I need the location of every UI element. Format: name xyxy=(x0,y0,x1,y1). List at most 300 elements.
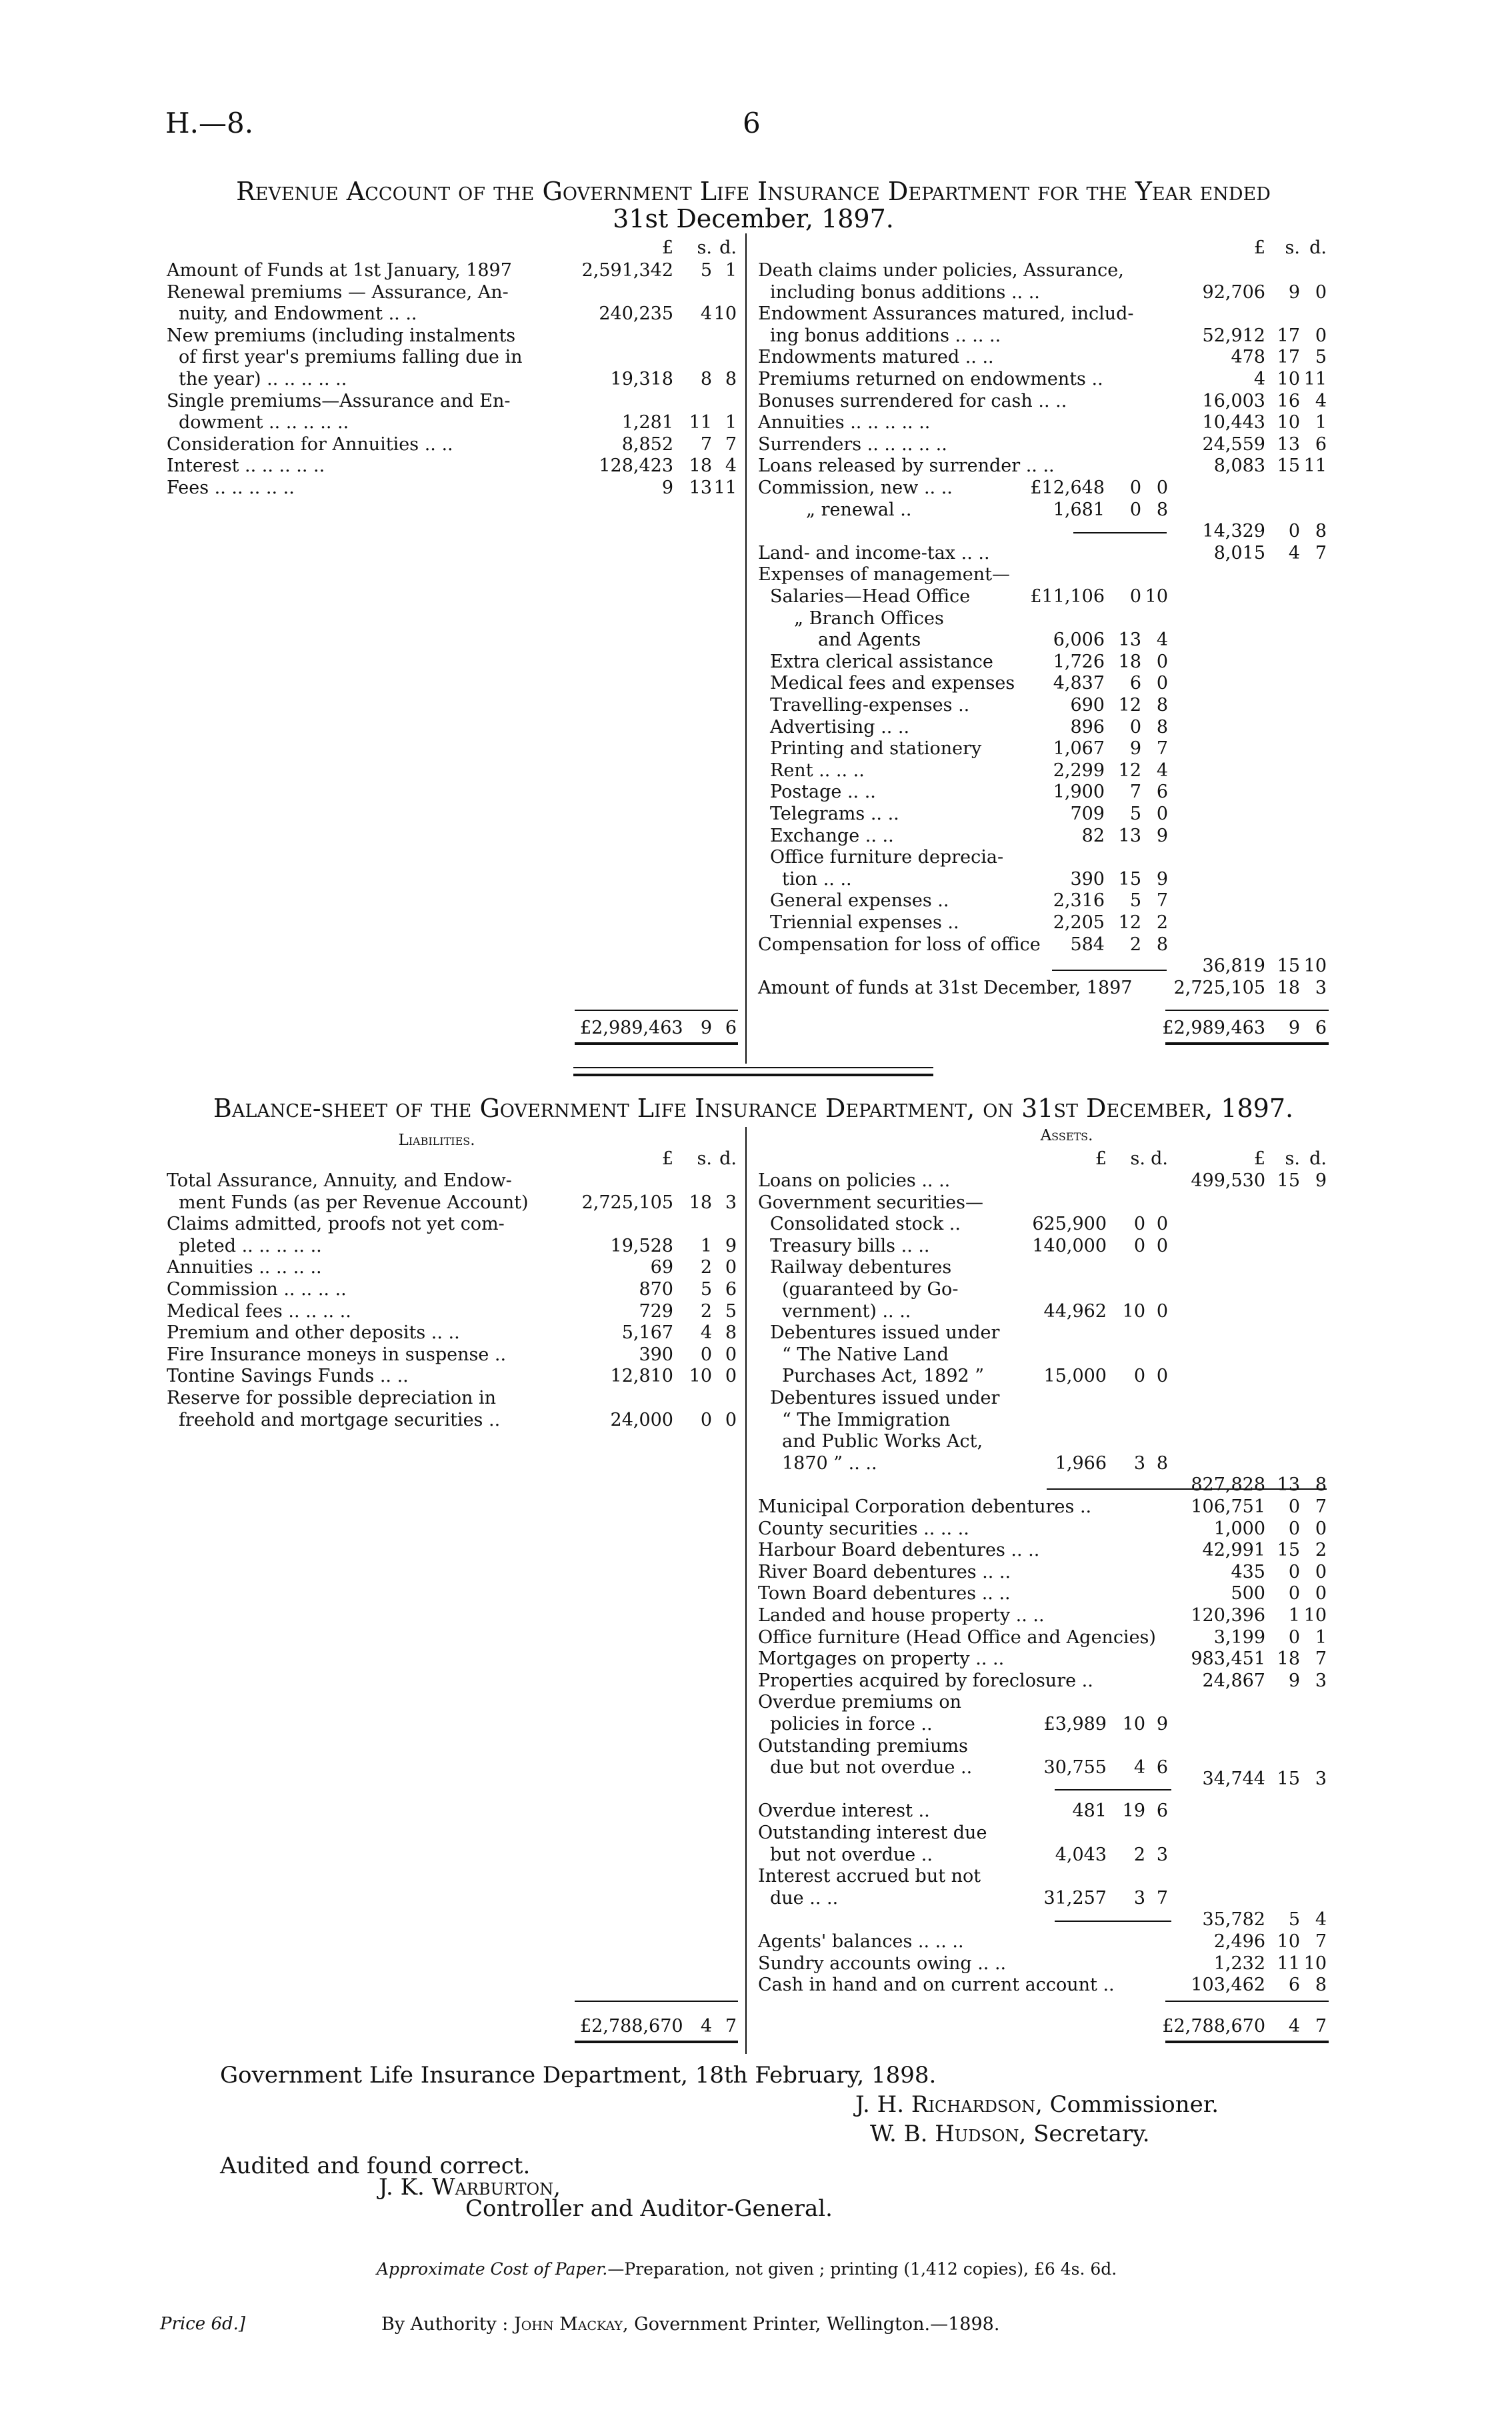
income-total-pounds: £2,989,463 xyxy=(580,1018,683,1038)
price: Price 6d.] xyxy=(160,2314,246,2334)
asset-sub-pence: 6 xyxy=(1156,1757,1168,1778)
cost-text: —Preparation, not given ; printing (1,412 copies), £6 4s. 6d. xyxy=(607,2259,1117,2279)
revenue-left-heading-2: d. xyxy=(719,237,737,258)
income-amount-shillings: 11 xyxy=(689,412,712,433)
expenditure-sub-pence: 0 xyxy=(1156,804,1168,824)
asset-label: Outstanding interest due xyxy=(758,1822,987,1843)
asset-label: Mortgages on property .. .. xyxy=(758,1648,1005,1670)
assets-mid-heading-2: d. xyxy=(1151,1148,1168,1169)
asset-sub-shillings: 0 xyxy=(1133,1235,1145,1256)
asset-amount-pence: 2 xyxy=(1315,1540,1327,1561)
asset-amount-pounds: 983,451 xyxy=(1191,1648,1265,1670)
liability-amount-pounds: 5,167 xyxy=(621,1322,673,1344)
assets-total-shillings: 4 xyxy=(1288,2016,1300,2037)
revenue-right-total-rule xyxy=(1165,1010,1329,1011)
expenditure-sub-pounds: 1,726 xyxy=(1053,651,1105,672)
assets-right-heading-1: s. xyxy=(1285,1148,1300,1169)
asset-sub-pence: 8 xyxy=(1156,1452,1168,1474)
expenditure-total-pence: 6 xyxy=(1315,1018,1327,1038)
balance-right-total-rule xyxy=(1165,2001,1329,2002)
asset-label: Municipal Corporation debentures .. xyxy=(758,1496,1092,1517)
expenditure-sub-pounds: 896 xyxy=(1070,716,1105,738)
income-amount-pounds: 9 xyxy=(661,477,673,498)
expenditure-sub-pence: 0 xyxy=(1156,673,1168,694)
expenditure-label: Extra clerical assistance xyxy=(770,651,993,672)
expenditure-amount-shillings: 16 xyxy=(1277,390,1300,411)
expenditure-sub-pence: 2 xyxy=(1156,912,1168,933)
expenditure-amount-pence: 5 xyxy=(1315,347,1327,368)
liability-amount-pounds: 24,000 xyxy=(610,1409,673,1430)
expenditure-sub-shillings: 13 xyxy=(1118,825,1141,846)
income-total-pence: 6 xyxy=(725,1018,737,1038)
expenditure-sub-pence: 7 xyxy=(1156,738,1168,760)
expenditure-sub-shillings: 5 xyxy=(1129,890,1141,912)
asset-sub-pounds: 1,966 xyxy=(1055,1452,1107,1474)
expenditure-sub-pence: 8 xyxy=(1156,934,1168,955)
asset-amount-shillings: 15 xyxy=(1277,1170,1300,1191)
income-amount-pounds: 128,423 xyxy=(599,455,673,477)
expenditure-label: and Agents xyxy=(818,630,921,651)
income-label: Interest .. .. .. .. .. xyxy=(167,455,325,477)
expenditure-sub-pounds: 2,316 xyxy=(1053,890,1105,912)
income-amount-shillings: 4 xyxy=(700,303,712,325)
commissioner-name: J. H. Richardson xyxy=(855,2091,1036,2118)
asset-label: Outstanding premiums xyxy=(758,1735,968,1756)
expenditure-label: Postage .. .. xyxy=(770,782,876,803)
income-label: Amount of Funds at 1st January, 1897 xyxy=(167,260,512,281)
asset-amount-pence: 8 xyxy=(1315,1474,1327,1496)
asset-label: policies in force .. xyxy=(770,1714,933,1734)
income-amount-shillings: 8 xyxy=(700,369,712,389)
liability-amount-pounds: 19,528 xyxy=(610,1235,673,1256)
expenditure-amount-pence: 0 xyxy=(1315,281,1327,303)
asset-amount-pence: 0 xyxy=(1315,1561,1327,1582)
expenditure-amount-pounds: 478 xyxy=(1231,347,1265,368)
asset-label: 1870 ” .. .. xyxy=(782,1452,877,1474)
liability-amount-pence: 0 xyxy=(725,1366,737,1387)
expenditure-amount-shillings: 17 xyxy=(1277,347,1300,368)
page-number: 6 xyxy=(743,107,761,139)
expenditure-amount-pence: 11 xyxy=(1303,455,1327,477)
expenditure-sub-pence: 8 xyxy=(1156,716,1168,738)
expenditure-amount-pence: 4 xyxy=(1315,390,1327,411)
expenditure-amount-pounds: 4 xyxy=(1253,369,1265,389)
liability-amount-shillings: 2 xyxy=(700,1300,712,1322)
revenue-right-heading-1: s. xyxy=(1285,237,1300,258)
asset-amount-shillings: 13 xyxy=(1277,1474,1300,1496)
asset-label: Railway debentures xyxy=(770,1257,952,1278)
expenditure-label: Expenses of management— xyxy=(758,564,1010,585)
asset-amount-pounds: 827,828 xyxy=(1191,1474,1265,1496)
expenditure-sub-shillings: 12 xyxy=(1118,695,1141,716)
balance-govt-sec-rule xyxy=(1047,1488,1327,1490)
expenditure-sub-pounds: 1,681 xyxy=(1053,499,1105,520)
balance-left-total-rule xyxy=(575,2001,738,2002)
expenditure-sub-pence: 10 xyxy=(1145,586,1168,607)
expenditure-sub-pence: 0 xyxy=(1156,477,1168,498)
income-amount-pence: 11 xyxy=(713,477,737,498)
liabilities-heading-col-1: s. xyxy=(697,1148,712,1169)
asset-amount-pence: 3 xyxy=(1315,1670,1327,1691)
secretary-name: W. B. Hudson xyxy=(870,2121,1019,2147)
expenditure-sub-pence: 9 xyxy=(1156,825,1168,846)
expenditure-amount-pounds: 8,083 xyxy=(1213,455,1265,477)
asset-amount-pounds: 499,530 xyxy=(1191,1170,1265,1191)
asset-amount-pounds: 103,462 xyxy=(1191,1975,1265,1996)
asset-sub-pounds: 44,962 xyxy=(1043,1300,1107,1322)
income-label: Renewal premiums — Assurance, An- xyxy=(167,281,509,303)
printer-suffix: , Government Printer, Wellington.—1898. xyxy=(622,2314,1000,2335)
asset-amount-shillings: 10 xyxy=(1277,1931,1300,1952)
liabilities-total-shillings: 4 xyxy=(700,2016,712,2037)
asset-sub-shillings: 10 xyxy=(1122,1300,1145,1322)
expenditure-label: Land- and income-tax .. .. xyxy=(758,542,990,563)
expenditure-label: Endowment Assurances matured, includ- xyxy=(758,303,1134,325)
asset-sub-shillings: 0 xyxy=(1133,1366,1145,1387)
expenditure-sub-pence: 8 xyxy=(1156,695,1168,716)
liability-label: Premium and other deposits .. .. xyxy=(167,1322,460,1344)
expenditure-label: Surrenders .. .. .. .. .. xyxy=(758,433,947,455)
assets-mid-heading-1: s. xyxy=(1130,1148,1145,1169)
expenditure-sub-pence: 4 xyxy=(1156,760,1168,781)
liability-label: pleted .. .. .. .. .. xyxy=(179,1235,322,1256)
expenditure-sub-pence: 9 xyxy=(1156,868,1168,890)
expenditure-amount-pounds: 10,443 xyxy=(1202,412,1265,433)
expenditure-amount-shillings: 4 xyxy=(1288,542,1300,563)
asset-amount-pounds: 35,782 xyxy=(1202,1909,1265,1931)
liability-label: Annuities .. .. .. .. xyxy=(167,1257,322,1278)
expenditure-label: Telegrams .. .. xyxy=(770,804,899,824)
expenditure-sub-pounds: 709 xyxy=(1070,804,1105,824)
asset-sub-pounds: 4,043 xyxy=(1055,1844,1107,1865)
liability-amount-pounds: 729 xyxy=(639,1300,673,1322)
expenditure-sub-shillings: 12 xyxy=(1118,912,1141,933)
asset-amount-pence: 10 xyxy=(1303,1953,1327,1974)
printer-name: John Mackay xyxy=(513,2314,623,2335)
liabilities-heading: Liabilities. xyxy=(398,1132,475,1149)
asset-amount-pence: 0 xyxy=(1315,1518,1327,1539)
expenditure-total-shillings: 9 xyxy=(1288,1018,1300,1038)
liability-label: Total Assurance, Annuity, and Endow- xyxy=(167,1170,512,1191)
asset-amount-pence: 1 xyxy=(1315,1626,1327,1648)
liability-amount-shillings: 18 xyxy=(689,1192,712,1213)
expenditure-amount-pence: 0 xyxy=(1315,325,1327,346)
asset-sub-pounds: £3,989 xyxy=(1043,1714,1107,1734)
expenditure-amount-shillings: 10 xyxy=(1277,412,1300,433)
liability-amount-shillings: 4 xyxy=(700,1322,712,1344)
liabilities-heading-col-0: £ xyxy=(661,1148,673,1169)
printer-prefix: By Authority : xyxy=(381,2314,514,2335)
asset-amount-shillings: 6 xyxy=(1288,1975,1300,1996)
income-label: nuity, and Endowment .. .. xyxy=(179,303,417,325)
expenditure-sub-shillings: 18 xyxy=(1118,651,1141,672)
revenue-right-heading-0: £ xyxy=(1253,237,1265,258)
expenditure-label: Office furniture deprecia- xyxy=(770,847,1004,868)
asset-label: Agents' balances .. .. .. xyxy=(758,1931,964,1952)
balance-left-double-rule xyxy=(575,2041,738,2043)
asset-amount-pounds: 500 xyxy=(1231,1583,1265,1604)
asset-label: Consolidated stock .. xyxy=(770,1214,961,1235)
asset-sub-pounds: 140,000 xyxy=(1032,1235,1107,1256)
revenue-left-total-rule xyxy=(575,1010,738,1011)
expenditure-sub-pence: 4 xyxy=(1156,630,1168,651)
expenditure-sub-pence: 0 xyxy=(1156,651,1168,672)
asset-amount-shillings: 1 xyxy=(1288,1605,1300,1626)
liability-amount-pence: 9 xyxy=(725,1235,737,1256)
expenditure-amount-pounds: 14,329 xyxy=(1202,521,1265,542)
balance-interest-rule xyxy=(1055,1921,1171,1922)
asset-label: Debentures issued under xyxy=(770,1388,1000,1408)
expenditure-amount-shillings: 10 xyxy=(1277,369,1300,389)
expenditure-amount-pence: 3 xyxy=(1315,977,1327,998)
liabilities-heading-col-2: d. xyxy=(719,1148,737,1169)
asset-label: Government securities— xyxy=(758,1192,983,1213)
income-amount-pounds: 1,281 xyxy=(621,412,673,433)
asset-sub-pounds: 30,755 xyxy=(1043,1757,1107,1778)
expenditure-amount-pounds: 2,725,105 xyxy=(1173,977,1265,998)
asset-amount-pence: 7 xyxy=(1315,1931,1327,1952)
asset-sub-shillings: 19 xyxy=(1122,1800,1145,1822)
expenditure-amount-shillings: 15 xyxy=(1277,956,1300,977)
asset-sub-shillings: 3 xyxy=(1133,1452,1145,1474)
revenue-right-heading-2: d. xyxy=(1309,237,1327,258)
income-amount-pounds: 8,852 xyxy=(621,433,673,455)
asset-amount-pence: 7 xyxy=(1315,1648,1327,1670)
expenditure-sub-shillings: 0 xyxy=(1129,499,1141,520)
asset-amount-pounds: 435 xyxy=(1231,1561,1265,1582)
liability-amount-shillings: 0 xyxy=(700,1409,712,1430)
asset-label: Town Board debentures .. .. xyxy=(758,1583,1011,1604)
revenue-right-double-rule xyxy=(1165,1042,1329,1045)
expenditure-amount-pence: 1 xyxy=(1315,412,1327,433)
liability-label: Medical fees .. .. .. .. xyxy=(167,1300,351,1322)
expenditure-sub-pounds: 1,067 xyxy=(1053,738,1105,760)
income-amount-shillings: 18 xyxy=(689,455,712,477)
expenditure-sub-shillings: 9 xyxy=(1129,738,1141,760)
income-amount-pounds: 19,318 xyxy=(610,369,673,389)
expenditure-sub-pounds: 4,837 xyxy=(1053,673,1105,694)
asset-amount-pounds: 24,867 xyxy=(1202,1670,1265,1691)
asset-label: Overdue premiums on xyxy=(758,1692,961,1713)
asset-amount-pence: 3 xyxy=(1315,1768,1327,1789)
asset-amount-shillings: 18 xyxy=(1277,1648,1300,1670)
liability-label: ment Funds (as per Revenue Account) xyxy=(179,1192,529,1213)
asset-label: River Board debentures .. .. xyxy=(758,1561,1011,1582)
asset-label: Treasury bills .. .. xyxy=(770,1235,930,1256)
expenditure-sub-shillings: 0 xyxy=(1129,477,1141,498)
liability-amount-pence: 0 xyxy=(725,1409,737,1430)
expenditure-amount-pounds: 24,559 xyxy=(1202,433,1265,455)
income-amount-pence: 7 xyxy=(725,433,737,455)
liability-amount-shillings: 10 xyxy=(689,1366,712,1387)
expenditure-sub-shillings: 13 xyxy=(1118,630,1141,651)
assets-right-heading-0: £ xyxy=(1253,1148,1265,1169)
liability-label: Commission .. .. .. .. xyxy=(167,1279,347,1300)
liability-label: Claims admitted, proofs not yet com- xyxy=(167,1214,505,1235)
expenditure-label: Loans released by surrender .. .. xyxy=(758,455,1055,477)
balance-title-text: Balance-sheet of the Government Life Insurance Department, on 31st December, 1897. xyxy=(213,1094,1294,1123)
income-amount-pence: 1 xyxy=(725,260,737,281)
asset-amount-pence: 0 xyxy=(1315,1583,1327,1604)
asset-sub-shillings: 2 xyxy=(1133,1844,1145,1865)
asset-label: Properties acquired by foreclosure .. xyxy=(758,1670,1093,1691)
asset-sub-shillings: 0 xyxy=(1133,1214,1145,1235)
liability-amount-pence: 0 xyxy=(725,1257,737,1278)
asset-amount-pounds: 34,744 xyxy=(1202,1768,1265,1789)
expenditure-amount-shillings: 0 xyxy=(1288,521,1300,542)
asset-amount-pence: 10 xyxy=(1303,1605,1327,1626)
expenditure-sub-pounds: 690 xyxy=(1070,695,1105,716)
asset-label: due but not overdue .. xyxy=(770,1757,973,1778)
expenditure-amount-pence: 11 xyxy=(1303,369,1327,389)
expenditure-label: tion .. .. xyxy=(782,868,852,890)
income-amount-pence: 8 xyxy=(725,369,737,389)
asset-amount-pence: 4 xyxy=(1315,1909,1327,1931)
asset-label: “ The Immigration xyxy=(782,1409,951,1430)
asset-sub-pence: 6 xyxy=(1156,1800,1168,1822)
asset-label: but not overdue .. xyxy=(770,1844,933,1865)
asset-amount-pounds: 120,396 xyxy=(1191,1605,1265,1626)
asset-sub-pence: 9 xyxy=(1156,1714,1168,1734)
liability-amount-shillings: 2 xyxy=(700,1257,712,1278)
asset-amount-pounds: 1,232 xyxy=(1213,1953,1265,1974)
expenditure-label: Salaries—Head Office xyxy=(770,586,971,607)
expenditure-amount-pounds: 16,003 xyxy=(1202,390,1265,411)
expenditure-sub-shillings: 0 xyxy=(1129,586,1141,607)
expenditure-sub-pounds: 390 xyxy=(1070,868,1105,890)
expenditure-amount-pounds: 92,706 xyxy=(1202,281,1265,303)
income-amount-shillings: 5 xyxy=(700,260,712,281)
expenditure-total-pounds: £2,989,463 xyxy=(1162,1018,1265,1038)
page-ref: H.—8. xyxy=(165,107,254,139)
asset-amount-shillings: 15 xyxy=(1277,1768,1300,1789)
assets-mid-heading-0: £ xyxy=(1095,1148,1107,1169)
asset-sub-pounds: 15,000 xyxy=(1043,1366,1107,1387)
income-amount-pounds: 2,591,342 xyxy=(581,260,673,281)
expenditure-label: Triennial expenses .. xyxy=(770,912,959,933)
asset-amount-pounds: 3,199 xyxy=(1213,1626,1265,1648)
asset-sub-pence: 0 xyxy=(1156,1300,1168,1322)
expenditure-sub-pounds: 1,900 xyxy=(1053,782,1105,803)
expenditure-label: Annuities .. .. .. .. .. xyxy=(758,412,931,433)
asset-amount-shillings: 5 xyxy=(1288,1909,1300,1931)
revenue-left-heading-1: s. xyxy=(697,237,712,258)
expenditure-amount-pence: 10 xyxy=(1303,956,1327,977)
asset-amount-pence: 7 xyxy=(1315,1496,1327,1517)
revenue-divider xyxy=(745,233,747,1064)
income-label: the year) .. .. .. .. .. xyxy=(179,369,347,389)
expenditure-sub-pounds: 2,205 xyxy=(1053,912,1105,933)
liability-amount-pounds: 2,725,105 xyxy=(581,1192,673,1213)
asset-amount-shillings: 9 xyxy=(1288,1670,1300,1691)
revenue-left-double-rule xyxy=(575,1042,738,1045)
income-amount-pounds: 240,235 xyxy=(599,303,673,325)
expenditure-label: Printing and stationery xyxy=(770,738,982,760)
expenditure-amount-pounds: 36,819 xyxy=(1202,956,1265,977)
liability-amount-shillings: 5 xyxy=(700,1279,712,1300)
expenditure-label: Bonuses surrendered for cash .. .. xyxy=(758,390,1067,411)
asset-amount-pence: 8 xyxy=(1315,1975,1327,1996)
expenditure-label: General expenses .. xyxy=(770,890,949,912)
liability-amount-pounds: 390 xyxy=(639,1344,673,1365)
expenditure-sub-shillings: 7 xyxy=(1129,782,1141,803)
asset-label: County securities .. .. .. xyxy=(758,1518,969,1539)
expenditure-label: Commission, new .. .. xyxy=(758,477,953,498)
asset-amount-pounds: 2,496 xyxy=(1213,1931,1265,1952)
revenue-title-line1: Revenue Account of the Government Life Insurance Department for the Year ended xyxy=(236,177,1271,206)
asset-label: (guaranteed by Go- xyxy=(782,1279,959,1300)
asset-label: Overdue interest .. xyxy=(758,1800,930,1822)
auditor-title: Controller and Auditor-General. xyxy=(465,2195,833,2222)
asset-sub-pounds: 31,257 xyxy=(1043,1887,1107,1909)
expenditure-amount-shillings: 17 xyxy=(1277,325,1300,346)
expenditure-sub-pounds: 584 xyxy=(1070,934,1105,955)
expenditure-amount-shillings: 13 xyxy=(1277,433,1300,455)
expenditure-amount-shillings: 18 xyxy=(1277,977,1300,998)
liability-amount-pounds: 69 xyxy=(650,1257,673,1278)
asset-amount-pence: 9 xyxy=(1315,1170,1327,1191)
expenditure-amount-pounds: 8,015 xyxy=(1213,542,1265,563)
liability-label: Tontine Savings Funds .. .. xyxy=(167,1366,409,1387)
income-label: Single premiums—Assurance and En- xyxy=(167,390,511,411)
liability-amount-pence: 6 xyxy=(725,1279,737,1300)
cost-label: Approximate Cost of Paper. xyxy=(377,2259,608,2279)
cost-of-paper xyxy=(377,2259,1117,2279)
expenditure-label: Rent .. .. .. xyxy=(770,760,865,781)
revenue-left-heading-0: £ xyxy=(661,237,673,258)
asset-amount-shillings: 0 xyxy=(1288,1496,1300,1517)
asset-label: Purchases Act, 1892 ” xyxy=(782,1366,985,1387)
balance-divider xyxy=(745,1127,747,2054)
secretary-title: , Secretary. xyxy=(1019,2121,1150,2147)
asset-amount-pounds: 42,991 xyxy=(1202,1540,1265,1561)
asset-sub-pence: 0 xyxy=(1156,1366,1168,1387)
revenue-expenses-rule xyxy=(1052,970,1167,971)
expenditure-sub-pounds: 2,299 xyxy=(1053,760,1105,781)
expenditure-label: Premiums returned on endowments .. xyxy=(758,369,1103,389)
liability-amount-pounds: 12,810 xyxy=(610,1366,673,1387)
income-amount-pence: 1 xyxy=(725,412,737,433)
asset-label: Interest accrued but not xyxy=(758,1866,981,1887)
expenditure-sub-shillings: 2 xyxy=(1129,934,1141,955)
asset-amount-shillings: 0 xyxy=(1288,1518,1300,1539)
asset-sub-shillings: 4 xyxy=(1133,1757,1145,1778)
liability-amount-shillings: 1 xyxy=(700,1235,712,1256)
expenditure-sub-shillings: 6 xyxy=(1129,673,1141,694)
section-rule-lower xyxy=(573,1074,933,1076)
assets-heading: Assets. xyxy=(1040,1127,1093,1144)
expenditure-sub-pence: 8 xyxy=(1156,499,1168,520)
asset-label: and Public Works Act, xyxy=(782,1431,983,1452)
asset-label: Harbour Board debentures .. .. xyxy=(758,1540,1040,1561)
expenditure-label: Compensation for loss of office xyxy=(758,934,1041,955)
assets-total-pence: 7 xyxy=(1315,2016,1327,2037)
asset-label: “ The Native Land xyxy=(782,1344,949,1365)
asset-sub-pence: 0 xyxy=(1156,1214,1168,1235)
liability-amount-pence: 8 xyxy=(725,1322,737,1344)
signature-commissioner xyxy=(855,2091,1219,2118)
asset-sub-pence: 7 xyxy=(1156,1887,1168,1909)
income-amount-pence: 10 xyxy=(713,303,737,325)
expenditure-amount-pence: 7 xyxy=(1315,542,1327,563)
liability-amount-pence: 3 xyxy=(725,1192,737,1213)
liability-amount-pence: 0 xyxy=(725,1344,737,1365)
asset-amount-shillings: 15 xyxy=(1277,1540,1300,1561)
expenditure-label: Advertising .. .. xyxy=(770,716,910,738)
revenue-commission-rule xyxy=(1073,532,1167,533)
expenditure-label: Amount of funds at 31st December, 1897 xyxy=(758,977,1133,998)
expenditure-label: Death claims under policies, Assurance, xyxy=(758,260,1124,281)
